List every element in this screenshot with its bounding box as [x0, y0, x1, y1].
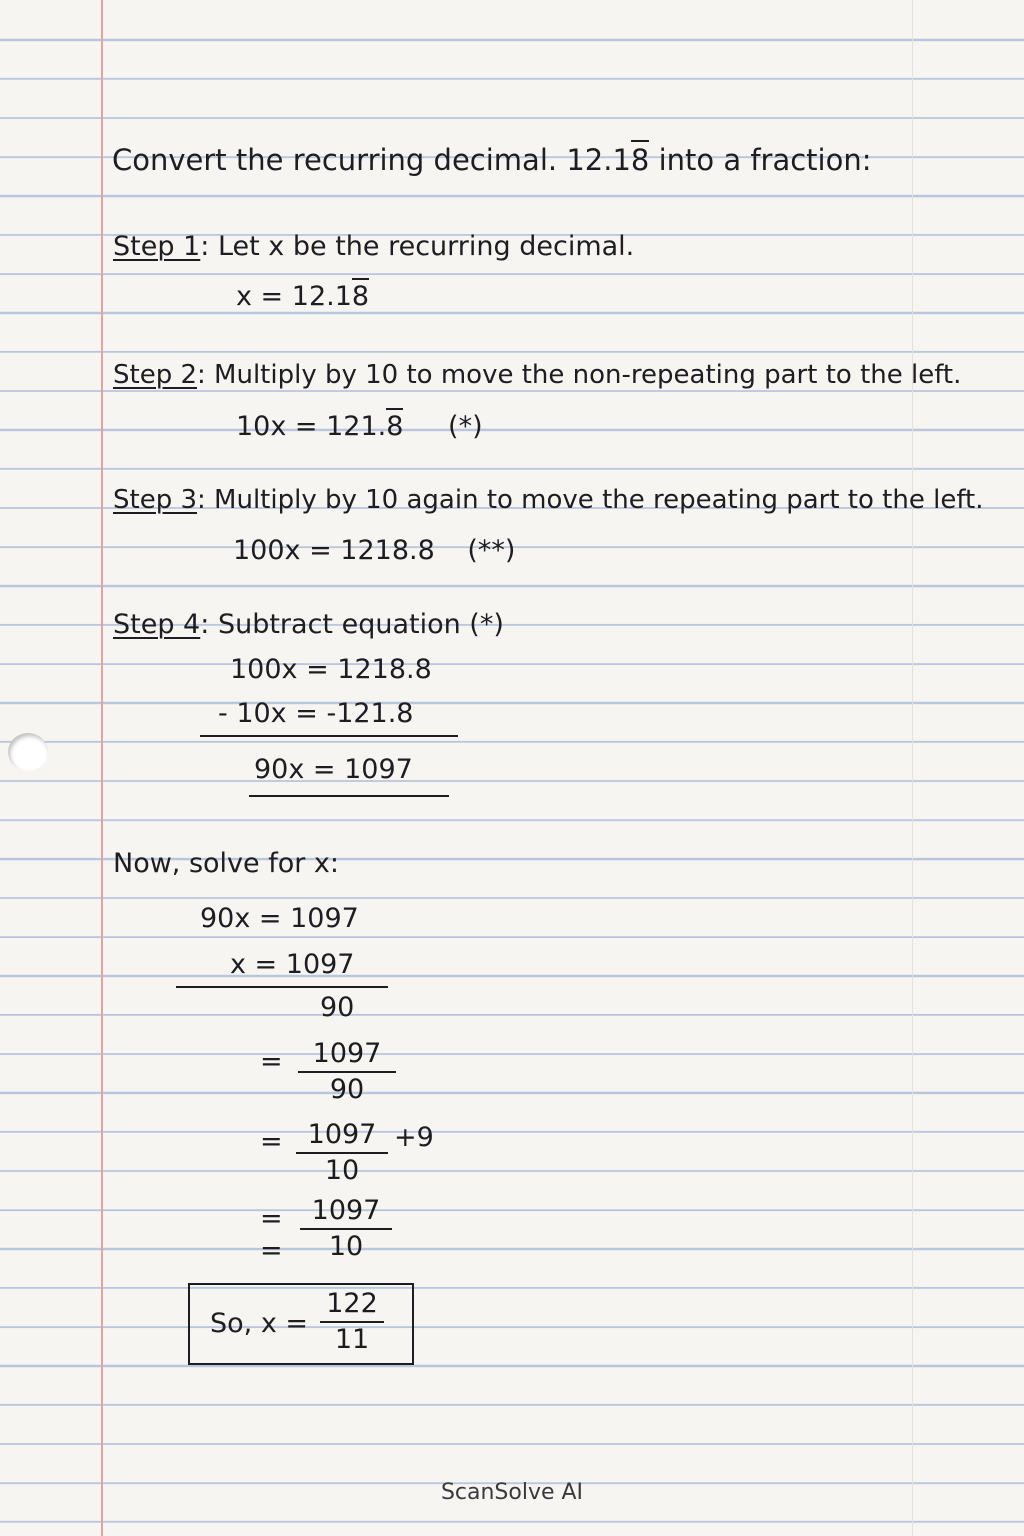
solve-line-2: x = 1097 [230, 949, 355, 980]
equals-sign: = [260, 1203, 283, 1234]
equation-tag: (**) [467, 535, 516, 566]
problem-statement [112, 143, 872, 177]
footer-brand: ScanSolve AI [440, 1480, 584, 1505]
solve-line-1: 90x = 1097 [200, 903, 359, 934]
problem-number: 12.1 [566, 143, 631, 177]
step1-equation: x = 12.18 [236, 283, 369, 310]
right-margin-line [912, 0, 913, 1536]
margin-line [101, 0, 103, 1536]
step2-label: Step 2 [113, 360, 198, 390]
step2-line: Step 2: Multiply by 10 to move the non-repeating part to the left. [113, 360, 962, 390]
answer-lhs: So, x = [210, 1308, 309, 1339]
step4-line: Step 4: Subtract equation (*) [113, 609, 504, 640]
fraction-1097-10-a: 1097 10 [296, 1121, 388, 1186]
subtraction-line-2: - 10x = -121.8 [218, 698, 414, 729]
equation-tag: (*) [448, 411, 483, 442]
solve-line-2-denominator: 90 [320, 992, 355, 1023]
solve-heading: Now, solve for x: [113, 848, 340, 879]
step1-label: Step 1 [113, 231, 201, 262]
equals-sign: = [260, 1046, 283, 1077]
step3-label: Step 3 [113, 485, 198, 515]
fraction-1097-90: 1097 90 [298, 1040, 396, 1105]
problem-repeating-digit: 8 [631, 140, 649, 177]
subtraction-result: 90x = 1097 [254, 754, 413, 785]
fraction-1097-10-b: 1097 10 [300, 1197, 392, 1262]
problem-suffix: into a fraction: [658, 143, 872, 177]
problem-prefix: Convert the recurring decimal. [112, 143, 558, 177]
answer-fraction: 122 11 [320, 1290, 384, 1355]
step4-label: Step 4 [113, 609, 201, 640]
solve-fraction-bar [176, 986, 388, 988]
step2-equation: 10x = 121.8 (*) [236, 413, 483, 440]
equals-sign: = [260, 1235, 283, 1266]
division-note: +9 [394, 1122, 434, 1153]
step1-line: Step 1: Let x be the recurring decimal. [113, 231, 635, 262]
subtraction-line-1: 100x = 1218.8 [230, 654, 432, 685]
punch-hole [8, 733, 48, 771]
step1-text: Let x be the recurring decimal. [217, 231, 635, 262]
result-underline [249, 795, 449, 797]
step4-text: Subtract equation (*) [217, 609, 504, 640]
step3-text: Multiply by 10 again to move the repeating part to the left. [214, 485, 984, 515]
step3-line: Step 3: Multiply by 10 again to move the repeating part to the left. [113, 485, 984, 515]
equals-sign: = [260, 1126, 283, 1157]
step2-text: Multiply by 10 to move the non-repeating part to the left. [214, 360, 962, 390]
step3-equation: 100x = 1218.8 (**) [233, 535, 516, 566]
subtraction-rule [200, 735, 458, 737]
